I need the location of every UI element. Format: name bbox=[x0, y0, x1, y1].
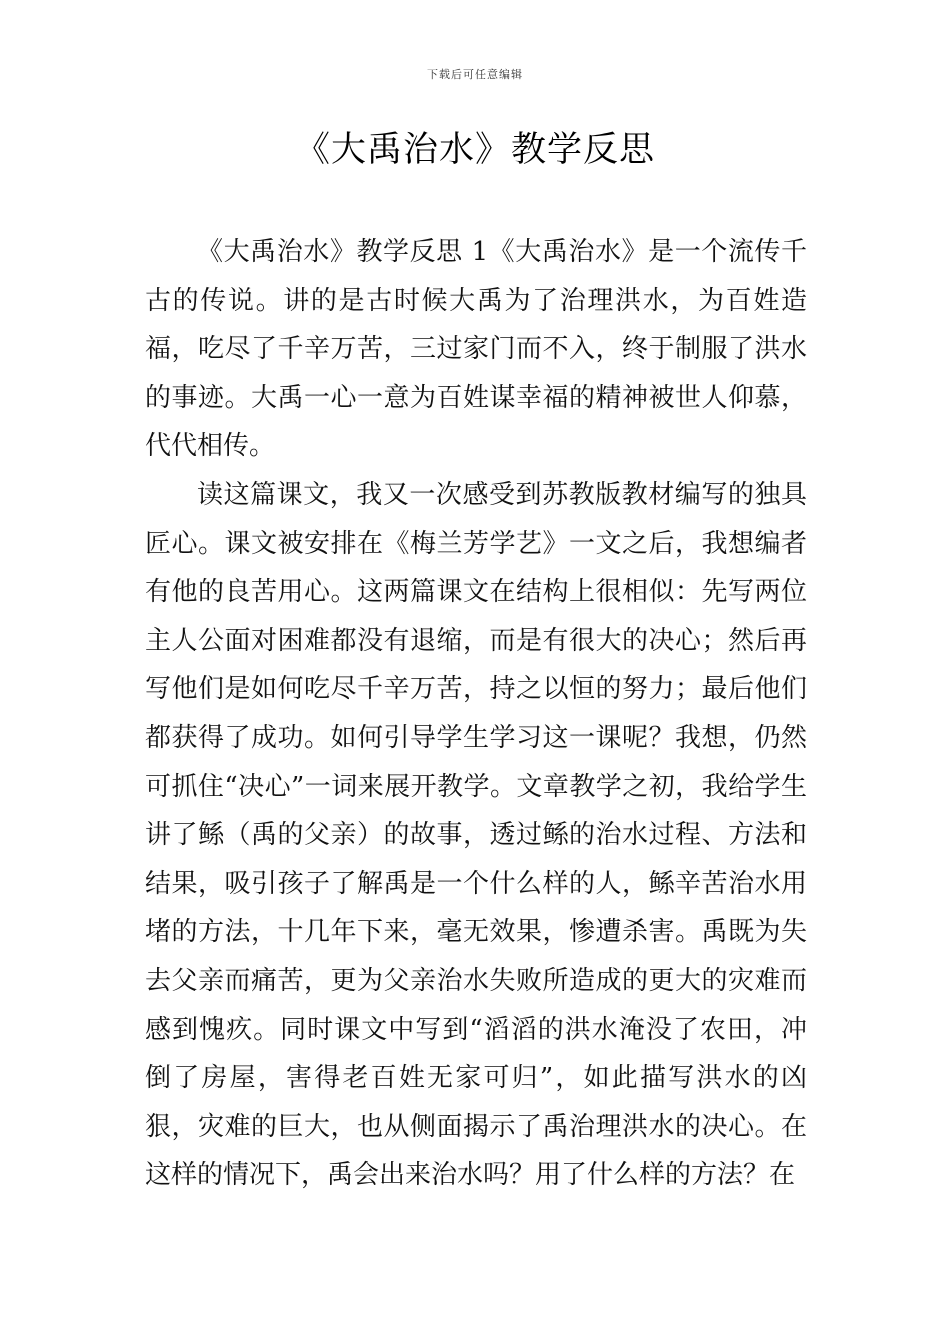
header-note: 下载后可任意编辑 bbox=[427, 68, 523, 81]
document-title: 《大禹治水》教学反思 bbox=[294, 130, 655, 170]
paragraph-1: 《大禹治水》教学反思 1《大禹治水》是一个流传千古的传说。讲的是古时候大禹为了治理洪水，为百姓造福，吃尽了千辛万苦，三过家门而不入，终于制服了洪水的事迹。大禹一心一意为百姓谋幸福的精神被世人仰慕，代代相传。 bbox=[145, 237, 807, 462]
document-body bbox=[145, 228, 807, 1200]
paragraph-2: 读这篇课文，我又一次感受到苏教版教材编写的独具匠心。课文被安排在《梅兰芳学艺》一文之后，我想编者有他的良苦用心。这两篇课文在结构上很相似：先写两位主人公面对困难都没有退缩，而是有很大的决心；然后再写他们是如何吃尽千辛万苦，持之以恒的努力；最后他们都获得了成功。如何引导学生学习这一课呢？我想，仍然可抓住“决心”一词来展开教学。文章教学之初，我给学生讲了鲧（禹的父亲）的故事，透过鲧的治水过程、方法和结果，吸引孩子了解禹是一个什么样的人，鲧辛苦治水用堵的方法，十几年下来，毫无效果，惨遭杀害。禹既为失去父亲而痛苦，更为父亲治水失败所造成的更大的灾难而感到愧疚。同时课文中写到“滔滔的洪水淹没了农田，冲倒了房屋，害得老百姓无家可归”，如此描写洪水的凶狠，灾难的巨大，也从侧面揭示了禹治理洪水的决心。在这样的情况下，禹会出来治水吗？用了什么样的方法？在 bbox=[145, 479, 807, 1191]
